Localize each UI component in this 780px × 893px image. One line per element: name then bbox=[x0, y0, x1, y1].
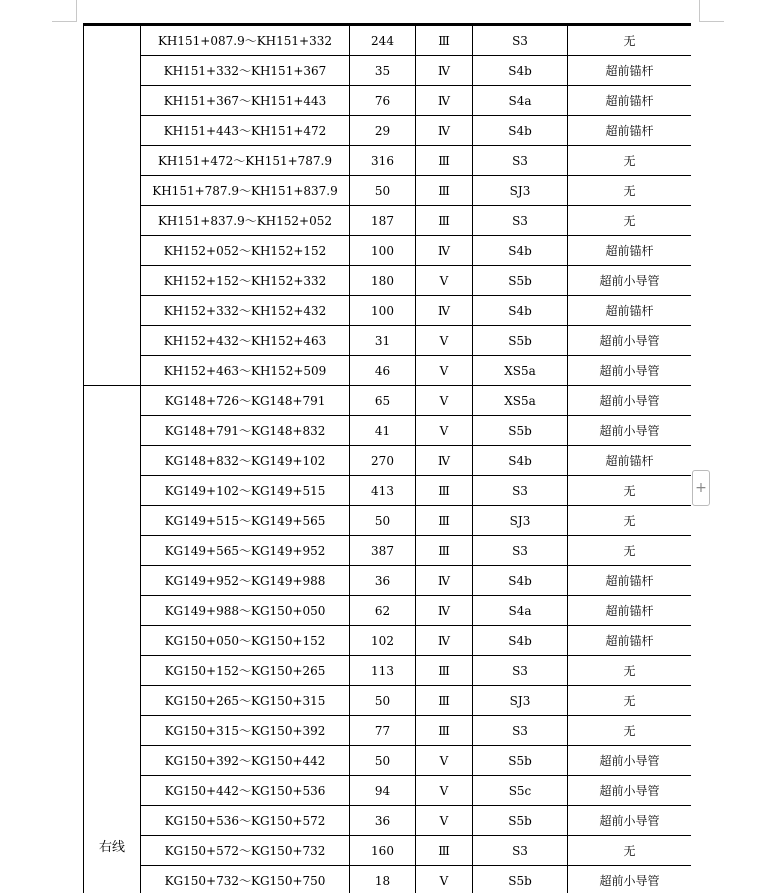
rock-grade-cell[interactable]: Ⅲ bbox=[416, 26, 473, 56]
mileage-range-cell[interactable]: KG149+565～KG149+952 bbox=[141, 536, 350, 566]
advance-support-cell[interactable]: 无 bbox=[568, 536, 692, 566]
length-cell[interactable]: 270 bbox=[350, 446, 416, 476]
advance-support-cell[interactable]: 超前小导管 bbox=[568, 266, 692, 296]
mileage-range-cell[interactable]: KG150+442～KG150+536 bbox=[141, 776, 350, 806]
support-type-cell[interactable]: S5c bbox=[473, 776, 568, 806]
rock-grade-cell[interactable]: Ⅲ bbox=[416, 506, 473, 536]
advance-support-cell[interactable]: 超前锚杆 bbox=[568, 446, 692, 476]
table-row bbox=[84, 506, 692, 536]
page-corner-mark-left-h bbox=[52, 21, 76, 22]
advance-support-cell[interactable]: 无 bbox=[568, 836, 692, 866]
length-cell[interactable]: 50 bbox=[350, 746, 416, 776]
length-cell[interactable]: 35 bbox=[350, 56, 416, 86]
length-cell[interactable]: 316 bbox=[350, 146, 416, 176]
table-row bbox=[84, 536, 692, 566]
rock-grade-cell[interactable]: Ⅲ bbox=[416, 206, 473, 236]
mileage-range-cell[interactable]: KG150+152～KG150+265 bbox=[141, 656, 350, 686]
length-cell[interactable]: 50 bbox=[350, 506, 416, 536]
support-type-cell[interactable]: S3 bbox=[473, 716, 568, 746]
mileage-range-cell[interactable]: KG150+732～KG150+750 bbox=[141, 866, 350, 893]
mileage-range-cell[interactable]: KH152+432～KH152+463 bbox=[141, 326, 350, 356]
support-type-cell[interactable]: S4a bbox=[473, 86, 568, 116]
length-cell[interactable]: 29 bbox=[350, 116, 416, 146]
support-type-cell[interactable]: S5b bbox=[473, 866, 568, 893]
advance-support-cell[interactable]: 超前锚杆 bbox=[568, 236, 692, 266]
advance-support-cell[interactable]: 超前小导管 bbox=[568, 776, 692, 806]
table-row bbox=[84, 836, 692, 866]
support-type-cell[interactable]: S5b bbox=[473, 416, 568, 446]
page-corner-mark-right-v bbox=[699, 0, 700, 22]
support-type-cell[interactable]: S4b bbox=[473, 236, 568, 266]
table-row bbox=[84, 866, 692, 893]
advance-support-cell[interactable]: 无 bbox=[568, 656, 692, 686]
mileage-range-cell[interactable]: KG148+726～KG148+791 bbox=[141, 386, 350, 416]
length-cell[interactable]: 50 bbox=[350, 686, 416, 716]
advance-support-cell[interactable]: 无 bbox=[568, 176, 692, 206]
length-cell[interactable]: 65 bbox=[350, 386, 416, 416]
rock-grade-cell[interactable]: Ⅴ bbox=[416, 326, 473, 356]
tunnel-support-table-wrapper bbox=[83, 23, 691, 893]
mileage-range-cell[interactable]: KH152+152～KH152+332 bbox=[141, 266, 350, 296]
support-type-cell[interactable]: S3 bbox=[473, 836, 568, 866]
rock-grade-cell[interactable]: Ⅳ bbox=[416, 56, 473, 86]
advance-support-cell[interactable]: 超前锚杆 bbox=[568, 86, 692, 116]
rock-grade-cell[interactable]: Ⅲ bbox=[416, 176, 473, 206]
support-type-cell[interactable]: S4b bbox=[473, 296, 568, 326]
support-type-cell[interactable]: SJ3 bbox=[473, 176, 568, 206]
support-type-cell[interactable]: S5b bbox=[473, 746, 568, 776]
table-row bbox=[84, 806, 692, 836]
rock-grade-cell[interactable]: Ⅴ bbox=[416, 416, 473, 446]
advance-support-cell[interactable]: 超前小导管 bbox=[568, 416, 692, 446]
rock-grade-cell[interactable]: Ⅳ bbox=[416, 296, 473, 326]
support-type-cell[interactable]: S4b bbox=[473, 56, 568, 86]
mileage-range-cell[interactable]: KG150+572～KG150+732 bbox=[141, 836, 350, 866]
table-row bbox=[84, 326, 692, 356]
table-row bbox=[84, 656, 692, 686]
rock-grade-cell[interactable]: Ⅲ bbox=[416, 716, 473, 746]
advance-support-cell[interactable]: 超前锚杆 bbox=[568, 626, 692, 656]
rock-grade-cell[interactable]: Ⅲ bbox=[416, 536, 473, 566]
page-corner-mark-right-h bbox=[700, 21, 724, 22]
table-row bbox=[84, 296, 692, 326]
rock-grade-cell[interactable]: Ⅳ bbox=[416, 566, 473, 596]
advance-support-cell[interactable]: 超前小导管 bbox=[568, 356, 692, 386]
advance-support-cell[interactable]: 超前小导管 bbox=[568, 326, 692, 356]
mileage-range-cell[interactable]: KG150+265～KG150+315 bbox=[141, 686, 350, 716]
advance-support-cell[interactable]: 超前锚杆 bbox=[568, 596, 692, 626]
rock-grade-cell[interactable]: Ⅴ bbox=[416, 386, 473, 416]
line-group-cell-left[interactable] bbox=[84, 26, 141, 386]
table-row bbox=[84, 86, 692, 116]
support-type-cell[interactable]: S4b bbox=[473, 626, 568, 656]
advance-support-cell[interactable]: 超前锚杆 bbox=[568, 566, 692, 596]
table-row bbox=[84, 206, 692, 236]
support-type-cell[interactable]: XS5a bbox=[473, 386, 568, 416]
advance-support-cell[interactable]: 超前小导管 bbox=[568, 806, 692, 836]
rock-grade-cell[interactable]: Ⅴ bbox=[416, 866, 473, 893]
support-type-cell[interactable]: S5b bbox=[473, 266, 568, 296]
mileage-range-cell[interactable]: KG149+515～KG149+565 bbox=[141, 506, 350, 536]
support-type-cell[interactable]: S4b bbox=[473, 116, 568, 146]
support-type-cell[interactable]: S4b bbox=[473, 566, 568, 596]
table-row bbox=[84, 236, 692, 266]
mileage-range-cell[interactable]: KH151+472～KH151+787.9 bbox=[141, 146, 350, 176]
mileage-range-cell[interactable]: KH152+463～KH152+509 bbox=[141, 356, 350, 386]
support-type-cell[interactable]: SJ3 bbox=[473, 686, 568, 716]
mileage-range-cell[interactable]: KH151+087.9～KH151+332 bbox=[141, 26, 350, 56]
length-cell[interactable]: 387 bbox=[350, 536, 416, 566]
length-cell[interactable]: 100 bbox=[350, 236, 416, 266]
line-group-cell-right[interactable]: 右线 bbox=[84, 386, 141, 893]
support-type-cell[interactable]: XS5a bbox=[473, 356, 568, 386]
advance-support-cell[interactable]: 超前锚杆 bbox=[568, 116, 692, 146]
table-row bbox=[84, 626, 692, 656]
table-row bbox=[84, 776, 692, 806]
mileage-range-cell[interactable]: KG150+536～KG150+572 bbox=[141, 806, 350, 836]
advance-support-cell[interactable]: 无 bbox=[568, 476, 692, 506]
length-cell[interactable]: 76 bbox=[350, 86, 416, 116]
advance-support-cell[interactable]: 超前锚杆 bbox=[568, 296, 692, 326]
advance-support-cell[interactable]: 超前小导管 bbox=[568, 866, 692, 893]
mileage-range-cell[interactable]: KH152+052～KH152+152 bbox=[141, 236, 350, 266]
rock-grade-cell[interactable]: Ⅲ bbox=[416, 836, 473, 866]
length-cell[interactable]: 62 bbox=[350, 596, 416, 626]
table-row bbox=[84, 56, 692, 86]
table-row bbox=[84, 356, 692, 386]
length-cell[interactable]: 187 bbox=[350, 206, 416, 236]
mileage-range-cell[interactable]: KG150+050～KG150+152 bbox=[141, 626, 350, 656]
support-type-cell[interactable]: S3 bbox=[473, 656, 568, 686]
rock-grade-cell[interactable]: Ⅳ bbox=[416, 86, 473, 116]
table-row bbox=[84, 386, 692, 416]
length-cell[interactable]: 102 bbox=[350, 626, 416, 656]
mileage-range-cell[interactable]: KG149+952～KG149+988 bbox=[141, 566, 350, 596]
rock-grade-cell[interactable]: Ⅲ bbox=[416, 686, 473, 716]
table-row bbox=[84, 146, 692, 176]
mileage-range-cell[interactable]: KH151+443～KH151+472 bbox=[141, 116, 350, 146]
rock-grade-cell[interactable]: Ⅴ bbox=[416, 746, 473, 776]
table-row bbox=[84, 446, 692, 476]
support-type-cell[interactable]: S5b bbox=[473, 326, 568, 356]
rock-grade-cell[interactable]: Ⅴ bbox=[416, 806, 473, 836]
mileage-range-cell[interactable]: KH151+367～KH151+443 bbox=[141, 86, 350, 116]
length-cell[interactable]: 41 bbox=[350, 416, 416, 446]
rock-grade-cell[interactable]: Ⅲ bbox=[416, 656, 473, 686]
table-row bbox=[84, 476, 692, 506]
support-type-cell[interactable]: S4a bbox=[473, 596, 568, 626]
length-cell[interactable]: 50 bbox=[350, 176, 416, 206]
advance-support-cell[interactable]: 无 bbox=[568, 146, 692, 176]
length-cell[interactable]: 100 bbox=[350, 296, 416, 326]
rock-grade-cell[interactable]: Ⅳ bbox=[416, 596, 473, 626]
advance-support-cell[interactable]: 无 bbox=[568, 506, 692, 536]
support-type-cell[interactable]: S3 bbox=[473, 536, 568, 566]
advance-support-cell[interactable]: 超前小导管 bbox=[568, 386, 692, 416]
advance-support-cell[interactable]: 无 bbox=[568, 716, 692, 746]
support-type-cell[interactable]: S4b bbox=[473, 446, 568, 476]
table-row bbox=[84, 596, 692, 626]
page-corner-mark-left-v bbox=[76, 0, 77, 22]
advance-support-cell[interactable]: 超前锚杆 bbox=[568, 56, 692, 86]
mileage-range-cell[interactable]: KH152+332～KH152+432 bbox=[141, 296, 350, 326]
length-cell[interactable]: 77 bbox=[350, 716, 416, 746]
length-cell[interactable]: 36 bbox=[350, 566, 416, 596]
table-row bbox=[84, 26, 692, 56]
mileage-range-cell[interactable]: KH151+837.9～KH152+052 bbox=[141, 206, 350, 236]
mileage-range-cell[interactable]: KG148+791～KG148+832 bbox=[141, 416, 350, 446]
table-row bbox=[84, 566, 692, 596]
advance-support-cell[interactable]: 无 bbox=[568, 206, 692, 236]
table-row bbox=[84, 416, 692, 446]
support-type-cell[interactable]: S3 bbox=[473, 476, 568, 506]
add-row-button[interactable] bbox=[692, 470, 710, 506]
plus-icon: + bbox=[695, 480, 707, 496]
advance-support-cell[interactable]: 超前小导管 bbox=[568, 746, 692, 776]
table-row bbox=[84, 686, 692, 716]
rock-grade-cell[interactable]: Ⅲ bbox=[416, 146, 473, 176]
length-cell[interactable]: 244 bbox=[350, 26, 416, 56]
mileage-range-cell[interactable]: KG148+832～KG149+102 bbox=[141, 446, 350, 476]
support-type-cell[interactable]: S3 bbox=[473, 26, 568, 56]
length-cell[interactable]: 113 bbox=[350, 656, 416, 686]
length-cell[interactable]: 180 bbox=[350, 266, 416, 296]
length-cell[interactable]: 18 bbox=[350, 866, 416, 893]
rock-grade-cell[interactable]: Ⅳ bbox=[416, 446, 473, 476]
rock-grade-cell[interactable]: Ⅴ bbox=[416, 776, 473, 806]
rock-grade-cell[interactable]: Ⅳ bbox=[416, 116, 473, 146]
rock-grade-cell[interactable]: Ⅳ bbox=[416, 626, 473, 656]
mileage-range-cell[interactable]: KH151+332～KH151+367 bbox=[141, 56, 350, 86]
rock-grade-cell[interactable]: Ⅴ bbox=[416, 266, 473, 296]
advance-support-cell[interactable]: 无 bbox=[568, 686, 692, 716]
rock-grade-cell[interactable]: Ⅴ bbox=[416, 356, 473, 386]
table-row bbox=[84, 176, 692, 206]
length-cell[interactable]: 94 bbox=[350, 776, 416, 806]
table-row bbox=[84, 716, 692, 746]
table-row bbox=[84, 116, 692, 146]
advance-support-cell[interactable]: 无 bbox=[568, 26, 692, 56]
mileage-range-cell[interactable]: KG150+392～KG150+442 bbox=[141, 746, 350, 776]
support-type-cell[interactable]: S3 bbox=[473, 146, 568, 176]
tunnel-support-table bbox=[83, 25, 691, 893]
table-row bbox=[84, 746, 692, 776]
length-cell[interactable]: 413 bbox=[350, 476, 416, 506]
support-type-cell[interactable]: S3 bbox=[473, 206, 568, 236]
rock-grade-cell[interactable]: Ⅲ bbox=[416, 476, 473, 506]
length-cell[interactable]: 46 bbox=[350, 356, 416, 386]
mileage-range-cell[interactable]: KG149+102～KG149+515 bbox=[141, 476, 350, 506]
rock-grade-cell[interactable]: Ⅳ bbox=[416, 236, 473, 266]
support-type-cell[interactable]: SJ3 bbox=[473, 506, 568, 536]
length-cell[interactable]: 36 bbox=[350, 806, 416, 836]
support-type-cell[interactable]: S5b bbox=[473, 806, 568, 836]
table-row bbox=[84, 266, 692, 296]
mileage-range-cell[interactable]: KG149+988～KG150+050 bbox=[141, 596, 350, 626]
mileage-range-cell[interactable]: KG150+315～KG150+392 bbox=[141, 716, 350, 746]
length-cell[interactable]: 160 bbox=[350, 836, 416, 866]
mileage-range-cell[interactable]: KH151+787.9～KH151+837.9 bbox=[141, 176, 350, 206]
length-cell[interactable]: 31 bbox=[350, 326, 416, 356]
